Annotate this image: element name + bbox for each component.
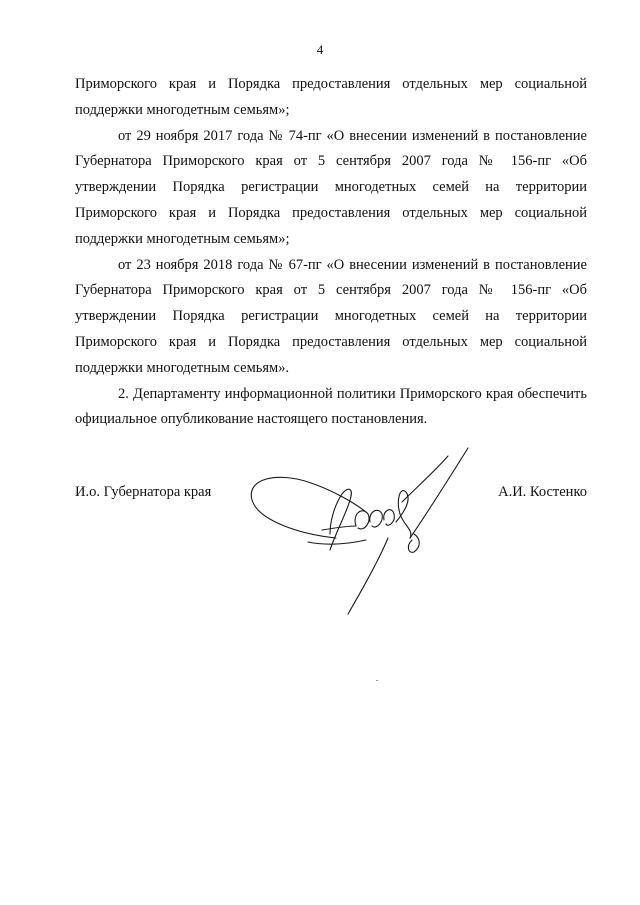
signatory-position: И.о. Губернатора края [75, 484, 212, 500]
signatory-name: А.И. Костенко [498, 484, 587, 500]
paragraph-decree-2017: от 29 ноября 2017 года № 74-пг «О внесении изменений в постановление Губернатора Приморского края от 5 сентября 2007 года № 156-пг «Об утверждении Порядка регистрации многодетных семей на территории Приморского края и Порядка предоставления отдельных мер социальной поддержки многодетным семьям»; [75, 127, 587, 247]
paragraph-publication-order: 2. Департаменту информационной политики Приморского края обеспечить официальное опубликование настоящего постановления. [75, 385, 587, 428]
scan-artifact [376, 680, 378, 681]
page-number: 4 [316, 42, 324, 57]
paragraph-continuation: Приморского края и Порядка предоставления отдельных мер социальной поддержки многодетным семьям»; [75, 76, 587, 118]
document-body [75, 72, 587, 433]
handwritten-signature [238, 442, 478, 622]
paragraph-decree-2018: от 23 ноября 2018 года № 67-пг «О внесении изменений в постановление Губернатора Приморского края от 5 сентября 2007 года № 156-пг «Об утверждении Порядка регистрации многодетных семей на территории Приморского края и Порядка предоставления отдельных мер социальной поддержки многодетным семьям». [75, 256, 587, 376]
